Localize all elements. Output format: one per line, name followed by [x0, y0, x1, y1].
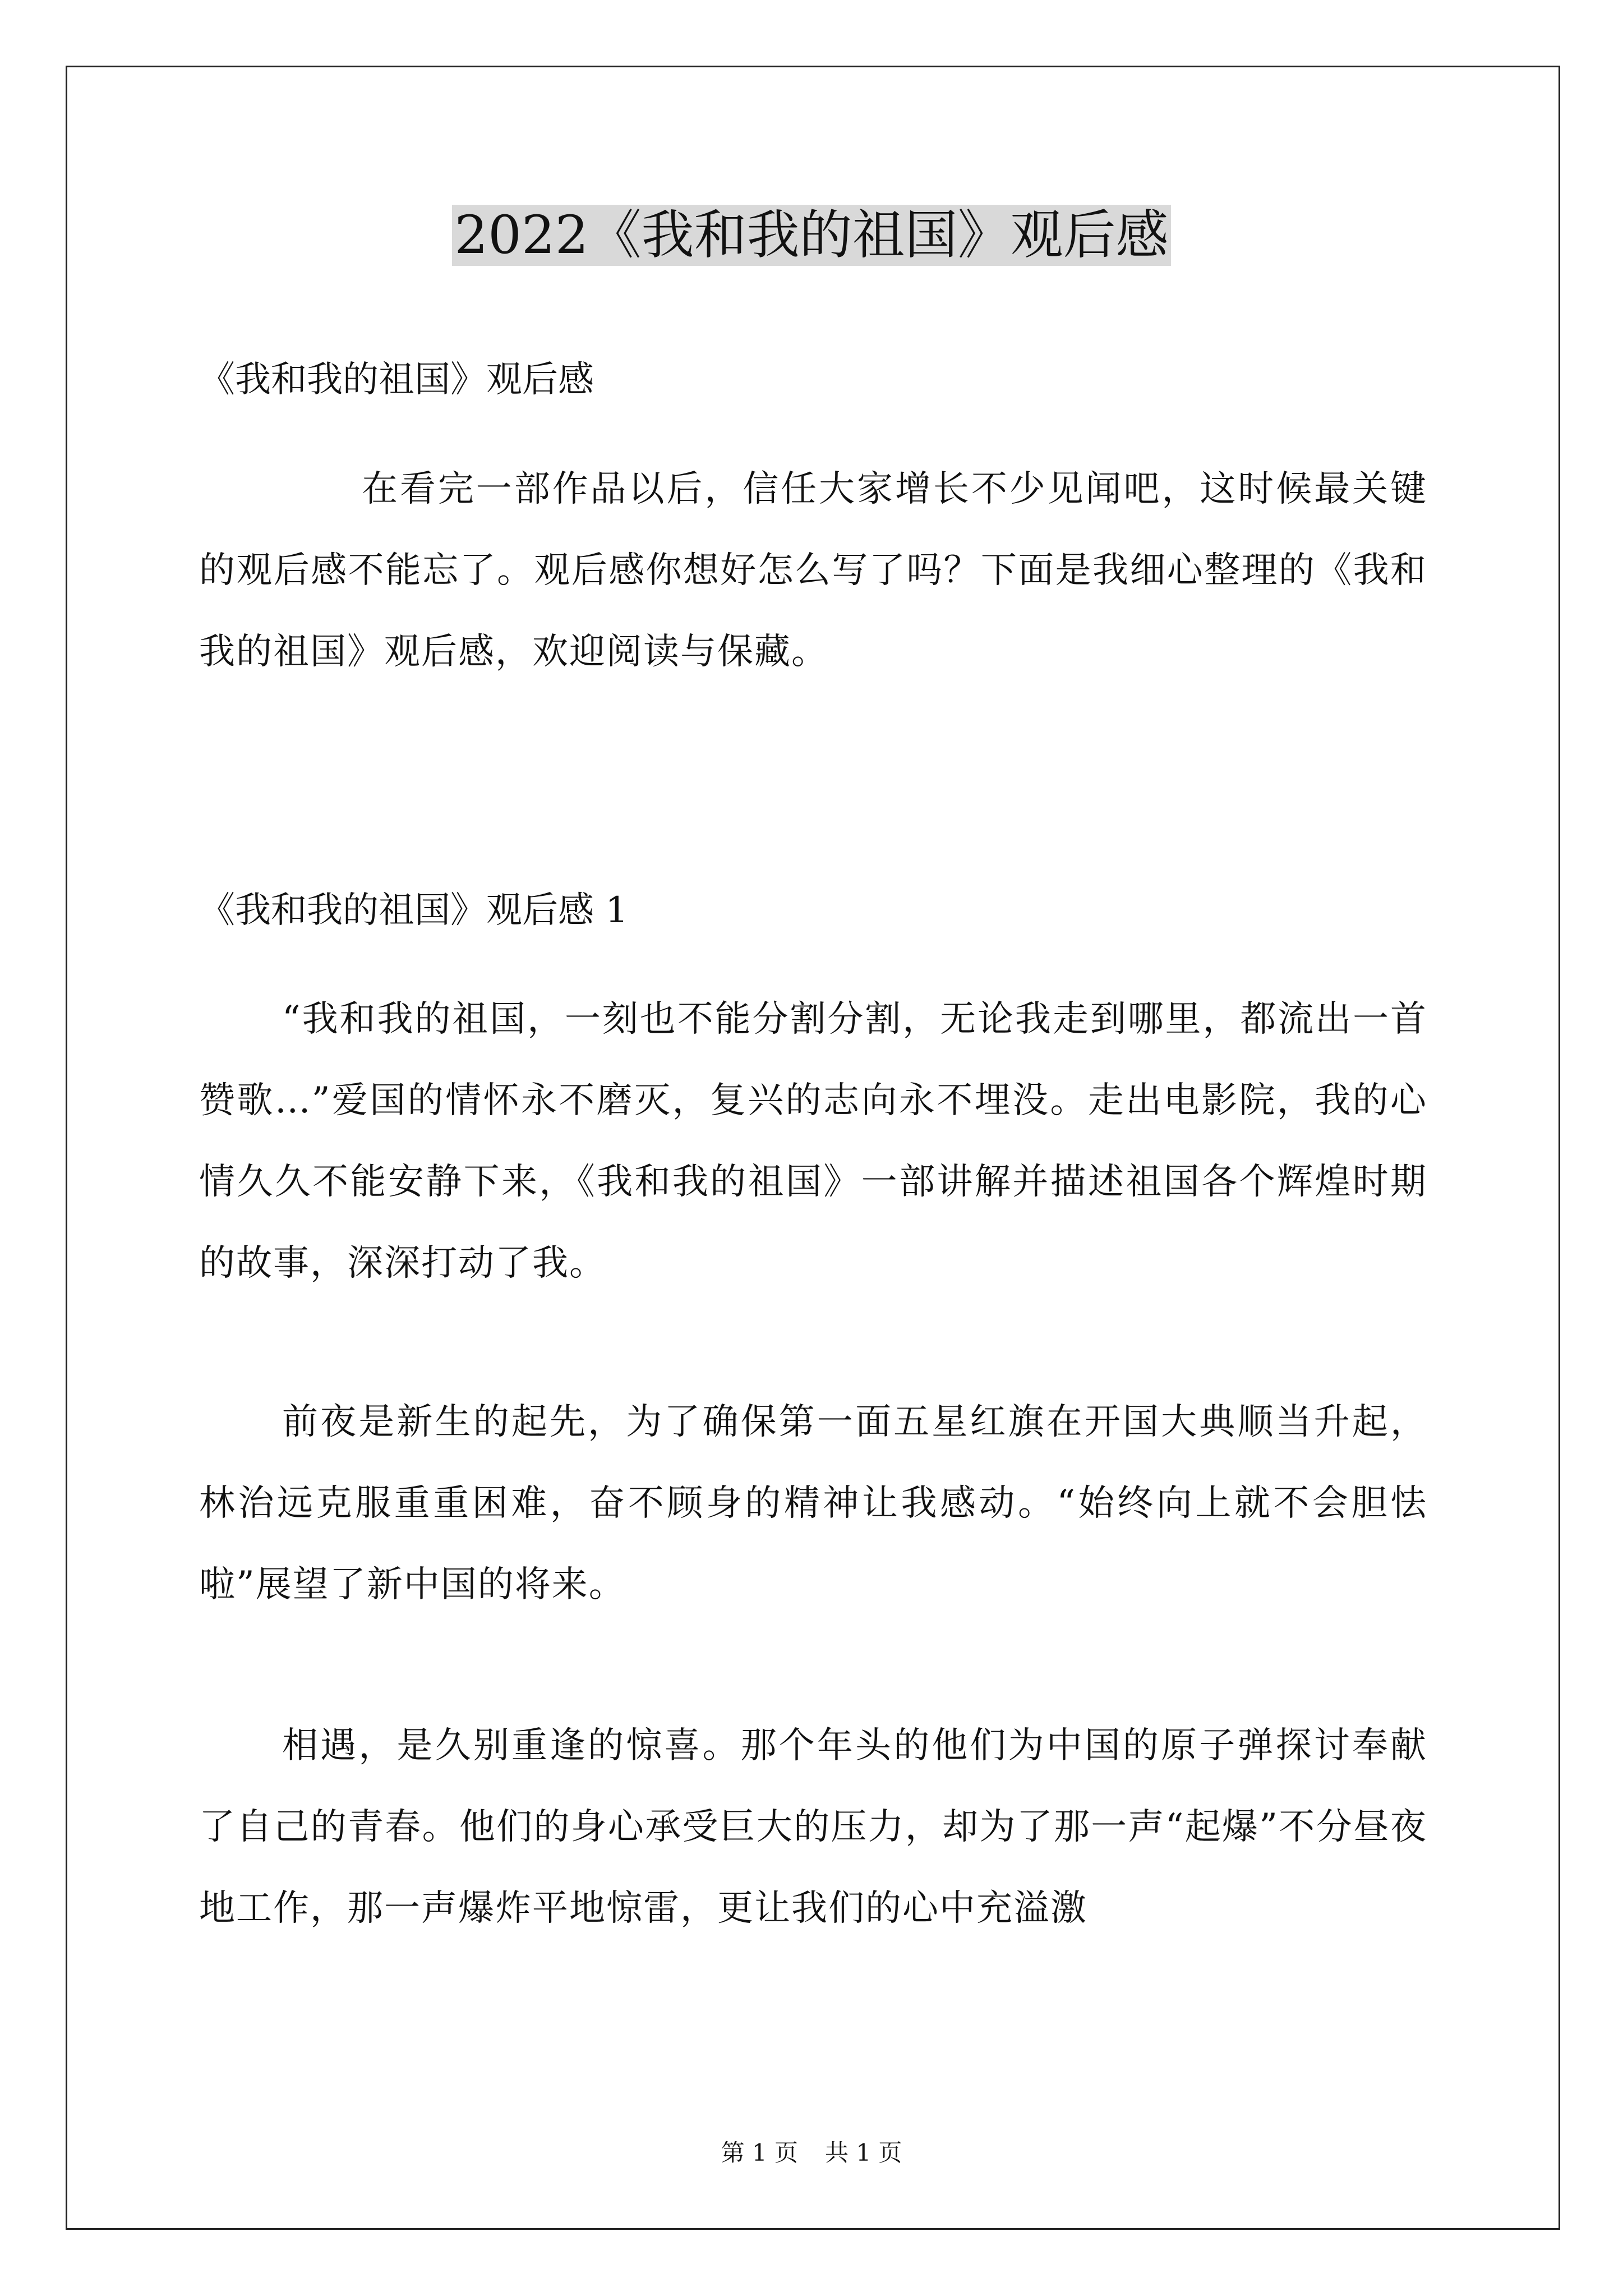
page-total: 共 1 页 — [825, 2139, 902, 2166]
body-paragraph: 相遇，是久别重逢的惊喜。那个年头的他们为中国的原子弹探讨奉献了自己的青春。他们的身心承受巨大的压力，却为了那一声“起爆”不分昼夜地工作，那一声爆炸平地惊雷，更让我们的心中充溢激 — [199, 1725, 1427, 1929]
body-paragraph: 前夜是新生的起先，为了确保第一面五星红旗在开国大典顺当升起，林治远克服重重困难，奋不顾身的精神让我感动。“始终向上就不会胆怯 啦”展望了新中国的将来。 — [199, 1401, 1427, 1605]
document-title-text: 2022《我和我的祖国》观后感 — [452, 205, 1170, 266]
body-paragraph: “我和我的祖国，一刻也不能分割分割，无论我走到哪里，都流出一首赞歌…”爱国的情怀永不磨灭，复兴的志向永不埋没。走出电影院，我的心情久久不能安静下来，《我和我的祖国》一部讲解并描述祖国各个辉煌时期的故事，深深打动了我。 — [199, 999, 1427, 1284]
section-heading: 《我和我的祖国》观后感 1 — [199, 890, 629, 931]
document-title — [0, 196, 1623, 275]
intro-paragraph: 在看完一部作品以后，信任大家增长不少见闻吧，这时候最关键的观后感不能忘了。观后感你想好怎么写了吗？下面是我细心整理的《我和我的祖国》观后感，欢迎阅读与保藏。 — [199, 468, 1427, 673]
page-number: 第 1 页 — [721, 2139, 798, 2166]
page-footer — [0, 2136, 1623, 2170]
intro-heading: 《我和我的祖国》观后感 — [199, 359, 594, 401]
